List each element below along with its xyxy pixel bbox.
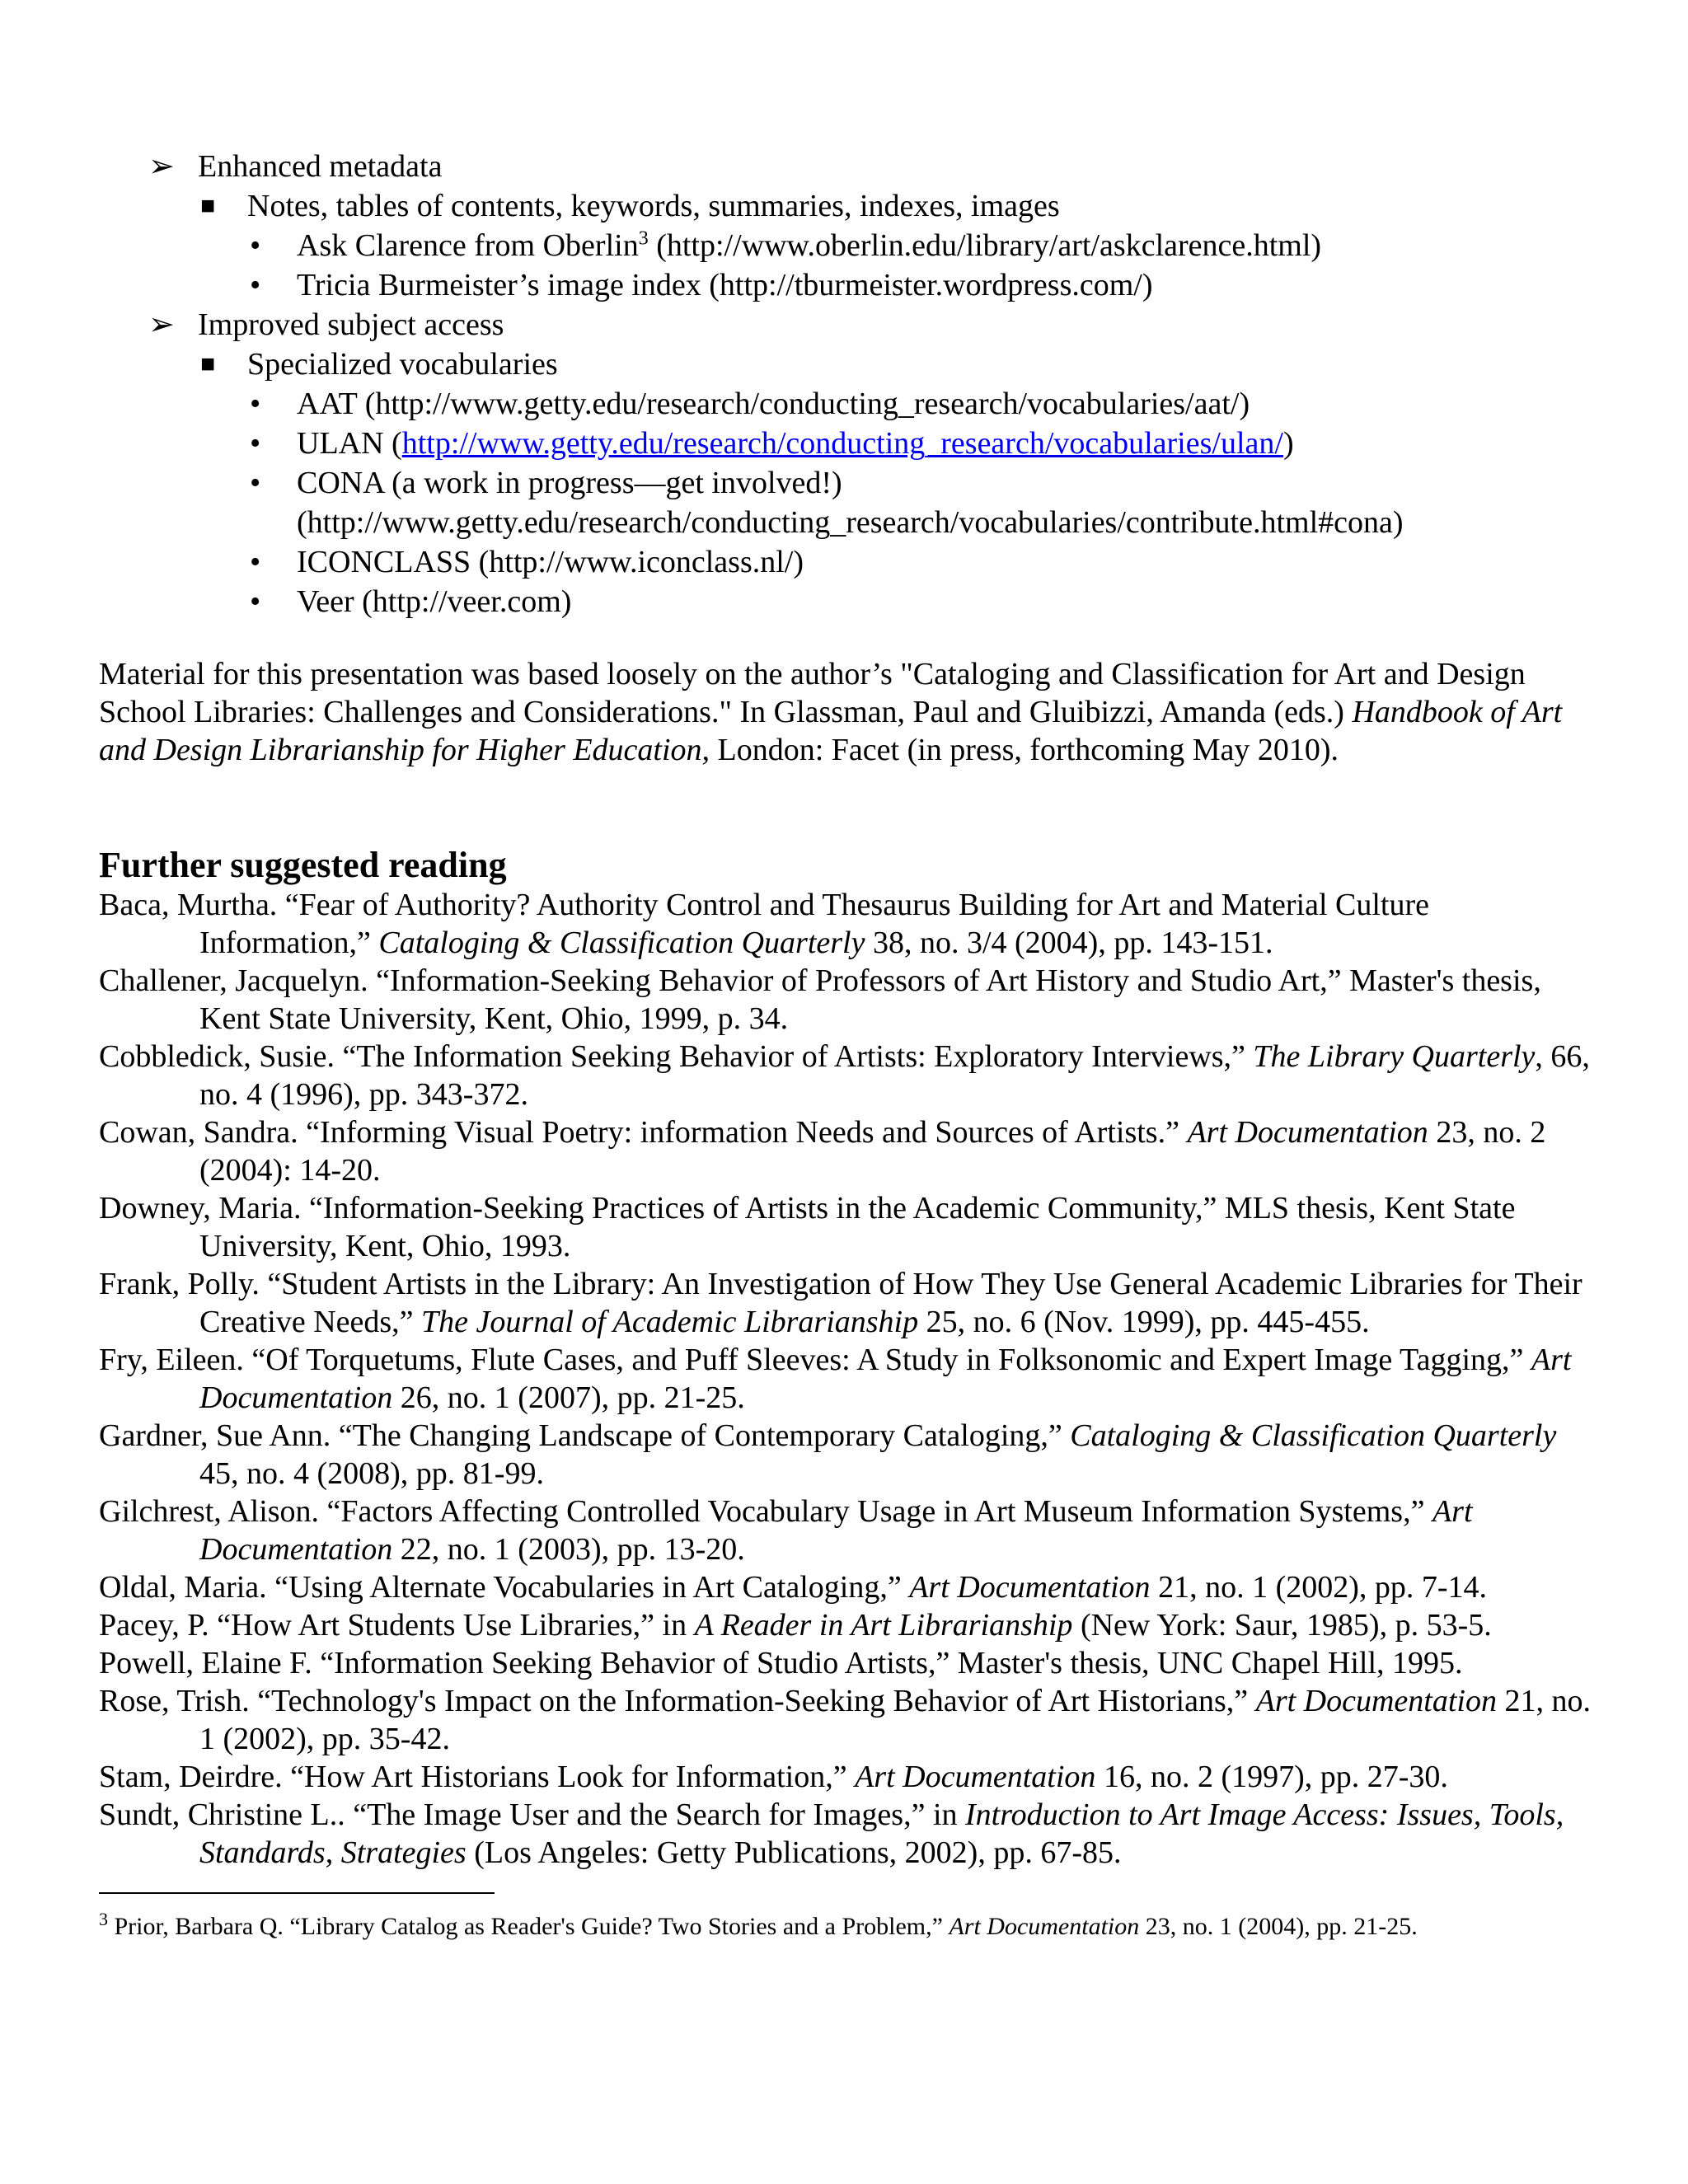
bibliography-list bbox=[99, 886, 1599, 1872]
entry-text: 22, no. 1 (2003), pp. 13-20. bbox=[392, 1532, 745, 1567]
list-item bbox=[0, 384, 1688, 424]
entry-text: Pacey, P. “How Art Students Use Libraries,” in bbox=[99, 1608, 695, 1643]
ask-clarence-label: Ask Clarence from Oberlin bbox=[297, 228, 639, 263]
bibliography-entry bbox=[99, 1341, 1599, 1417]
entry-text: Gilchrest, Alison. “Factors Affecting Controlled Vocabulary Usage in Art Museum Information Systems,” bbox=[99, 1494, 1432, 1529]
entry-text: Rose, Trish. “Technology's Impact on the Information-Seeking Behavior of Art Historians,” bbox=[99, 1684, 1256, 1718]
outline-text: CONA (a work in progress—get involved!) bbox=[297, 466, 842, 500]
list-item bbox=[0, 344, 1688, 384]
round-bullet-icon: • bbox=[250, 228, 261, 263]
footnote-separator bbox=[99, 1892, 495, 1894]
list-item bbox=[0, 542, 1688, 582]
paragraph-italic: Handbook of Art and Design Librarianship for Higher Education, bbox=[99, 695, 1563, 767]
entry-text: Baca, Murtha. “Fear of Authority? Authority Control and Thesaurus Building for Art and Material Culture Information,” bbox=[99, 888, 1429, 960]
ulan-link[interactable]: http://www.getty.edu/research/conducting_research/vocabularies/ulan/ bbox=[401, 426, 1283, 461]
bibliography-entry bbox=[99, 1038, 1599, 1113]
entry-text: Frank, Polly. “Student Artists in the Library: An Investigation of How They Use General Academic Libraries for Their Creative Needs,” bbox=[99, 1267, 1582, 1339]
outline-text bbox=[297, 424, 1294, 463]
list-item bbox=[0, 186, 1688, 226]
list-item bbox=[0, 463, 1688, 503]
outline-text: Notes, tables of contents, keywords, summaries, indexes, images bbox=[247, 189, 1060, 223]
paragraph-text: London: Facet (in press, forthcoming May 2010). bbox=[710, 733, 1339, 767]
list-item bbox=[0, 424, 1688, 463]
material-paragraph bbox=[99, 655, 1582, 769]
outline-text: AAT (http://www.getty.edu/research/conducting_research/vocabularies/aat/) bbox=[297, 387, 1250, 421]
outline-text: (http://www.getty.edu/research/conducting_research/vocabularies/contribute.html#cona) bbox=[297, 505, 1404, 540]
outline-text bbox=[297, 226, 1321, 265]
entry-italic: The Library Quarterly bbox=[1253, 1039, 1536, 1074]
entry-italic: Cataloging & Classification Quarterly bbox=[1070, 1418, 1557, 1453]
outline-list bbox=[0, 147, 1688, 621]
list-item-continuation bbox=[0, 503, 1688, 542]
entry-text: 21, no. 1 (2002), pp. 7-14. bbox=[1150, 1570, 1488, 1605]
entry-text: Gardner, Sue Ann. “The Changing Landscape of Contemporary Cataloging,” bbox=[99, 1418, 1071, 1453]
entry-italic: Art Documentation bbox=[1187, 1115, 1428, 1150]
bibliography-entry bbox=[99, 1606, 1599, 1644]
entry-text: Powell, Elaine F. “Information Seeking Behavior of Studio Artists,” Master's thesis, UNC Chapel Hill, 1995. bbox=[99, 1646, 1463, 1680]
entry-italic: Art Documentation bbox=[199, 1343, 1572, 1415]
outline-text: ICONCLASS (http://www.iconclass.nl/) bbox=[297, 545, 804, 579]
footnote-mark: 3 bbox=[99, 1909, 108, 1929]
entry-italic: The Journal of Academic Librarianship bbox=[421, 1305, 919, 1339]
bibliography-entry bbox=[99, 1417, 1599, 1493]
outline-text: Specialized vocabularies bbox=[247, 347, 558, 382]
list-item bbox=[0, 305, 1688, 344]
ulan-prefix: ULAN ( bbox=[297, 426, 402, 461]
entry-text: Challener, Jacquelyn. “Information-Seeking Behavior of Professors of Art History and Studio Art,” Master's thesis, Kent State University, Kent, Ohio, 1999, p. 34. bbox=[99, 963, 1541, 1036]
bibliography-entry bbox=[99, 1758, 1599, 1796]
round-bullet-icon: • bbox=[250, 584, 261, 619]
footnote-reference[interactable]: 3 bbox=[638, 227, 649, 250]
outline-text: Enhanced metadata bbox=[198, 149, 443, 184]
square-bullet-icon: ■ bbox=[200, 192, 216, 219]
entry-italic: Art Documentation bbox=[855, 1760, 1096, 1794]
entry-text: 23, no. 2 (2004): 14-20. bbox=[199, 1115, 1546, 1188]
outline-text: Improved subject access bbox=[198, 307, 504, 342]
entry-text: 38, no. 3/4 (2004), pp. 143-151. bbox=[865, 926, 1273, 960]
bibliography-entry bbox=[99, 1493, 1599, 1568]
entry-text: 16, no. 2 (1997), pp. 27-30. bbox=[1095, 1760, 1448, 1794]
entry-italic: Art Documentation bbox=[909, 1570, 1151, 1605]
entry-text: Cowan, Sandra. “Informing Visual Poetry: information Needs and Sources of Artists.” bbox=[99, 1115, 1188, 1150]
entry-italic: Cataloging & Classification Quarterly bbox=[378, 926, 865, 960]
footnote-italic: Art Documentation bbox=[949, 1913, 1140, 1940]
section-heading: Further suggested reading bbox=[99, 845, 507, 885]
entry-italic: Introduction to Art Image Access: Issues, Tools, Standards, Strategies bbox=[199, 1797, 1564, 1870]
list-item bbox=[0, 147, 1688, 186]
bibliography-entry bbox=[99, 1113, 1599, 1189]
entry-text: Stam, Deirdre. “How Art Historians Look for Information,” bbox=[99, 1760, 856, 1794]
bibliography-entry bbox=[99, 962, 1599, 1038]
entry-text: Fry, Eileen. “Of Torquetums, Flute Cases, and Puff Sleeves: A Study in Folksonomic and Expert Image Tagging,” bbox=[99, 1343, 1531, 1377]
round-bullet-icon: • bbox=[250, 426, 261, 461]
bibliography-entry bbox=[99, 1265, 1599, 1341]
bibliography-entry bbox=[99, 1189, 1599, 1265]
bibliography-entry bbox=[99, 1796, 1599, 1872]
entry-text: Oldal, Maria. “Using Alternate Vocabularies in Art Cataloging,” bbox=[99, 1570, 910, 1605]
entry-text: (Los Angeles: Getty Publications, 2002), pp. 67-85. bbox=[466, 1835, 1122, 1870]
round-bullet-icon: • bbox=[250, 545, 261, 579]
round-bullet-icon: • bbox=[250, 268, 261, 302]
ask-clarence-url: (http://www.oberlin.edu/library/art/askclarence.html) bbox=[648, 228, 1322, 263]
footnote-text: 23, no. 1 (2004), pp. 21-25. bbox=[1139, 1913, 1418, 1940]
entry-text: Downey, Maria. “Information-Seeking Practices of Artists in the Academic Community,” MLS thesis, Kent State University, Kent, Ohio, 1993. bbox=[99, 1191, 1516, 1263]
entry-italic: Art Documentation bbox=[199, 1494, 1473, 1567]
bibliography-entry bbox=[99, 886, 1599, 962]
footnote bbox=[99, 1910, 1632, 1943]
list-item bbox=[0, 582, 1688, 621]
square-bullet-icon: ■ bbox=[200, 350, 216, 377]
entry-italic: Art Documentation bbox=[1255, 1684, 1497, 1718]
round-bullet-icon: • bbox=[250, 387, 261, 421]
bibliography-entry bbox=[99, 1644, 1599, 1682]
bibliography-entry bbox=[99, 1682, 1599, 1758]
entry-text: Cobbledick, Susie. “The Information Seeking Behavior of Artists: Exploratory Interviews,” bbox=[99, 1039, 1254, 1074]
outline-text: Veer (http://veer.com) bbox=[297, 584, 572, 619]
entry-text: 45, no. 4 (2008), pp. 81-99. bbox=[199, 1456, 544, 1491]
ulan-suffix: ) bbox=[1282, 426, 1294, 461]
list-item bbox=[0, 226, 1688, 265]
entry-text: 25, no. 6 (Nov. 1999), pp. 445-455. bbox=[918, 1305, 1370, 1339]
entry-italic: A Reader in Art Librarianship bbox=[694, 1608, 1073, 1643]
entry-text: (New York: Saur, 1985), p. 53-5. bbox=[1072, 1608, 1492, 1643]
footnote-text: Prior, Barbara Q. “Library Catalog as Reader's Guide? Two Stories and a Problem,” bbox=[108, 1913, 950, 1940]
list-item bbox=[0, 265, 1688, 305]
entry-text: 21, no. 1 (2002), pp. 35-42. bbox=[199, 1684, 1591, 1756]
bibliography-entry bbox=[99, 1568, 1599, 1606]
round-bullet-icon: • bbox=[250, 466, 261, 500]
outline-text: Tricia Burmeister’s image index (http://tburmeister.wordpress.com/) bbox=[297, 268, 1153, 302]
arrow-bullet-icon: ➢ bbox=[148, 149, 175, 184]
arrow-bullet-icon: ➢ bbox=[148, 307, 175, 342]
entry-text: , 66, no. 4 (1996), pp. 343-372. bbox=[199, 1039, 1590, 1112]
entry-text: Sundt, Christine L.. “The Image User and the Search for Images,” in bbox=[99, 1797, 966, 1832]
paragraph-text: Material for this presentation was based loosely on the author’s "Cataloging and Classification for Art and Design School Libraries: Challenges and Considerations." In Glassman, Paul and Gluibizzi, Amanda (eds.) bbox=[99, 657, 1526, 729]
entry-text: 26, no. 1 (2007), pp. 21-25. bbox=[392, 1380, 745, 1415]
